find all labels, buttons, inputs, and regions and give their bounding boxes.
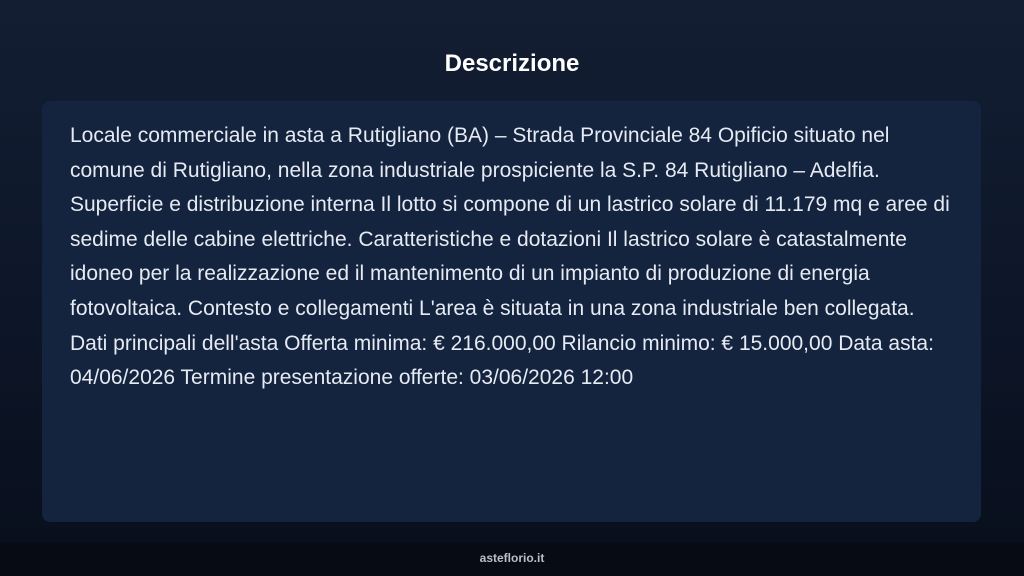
footer-bar xyxy=(0,543,1024,576)
description-text: Locale commerciale in asta a Rutigliano (BA) – Strada Provinciale 84 Opificio situato nel comune di Rutigliano, nella zona industriale prospiciente la S.P. 84 Rutigliano – Adelfia. Superficie e distribuzione interna Il lotto si compone di un lastrico solare di 11.179 mq e aree di sedime delle cabine elettriche. Caratteristiche e dotazioni Il lastrico solare è catastalmente idoneo per la realizzazione ed il mantenimento di un impianto di produzione di energia fotovoltaica. Contesto e collegamenti L'area è situata in una zona industriale ben collegata. Dati principali dell'asta Offerta minima: € 216.000,00 Rilancio minimo: € 15.000,00 Data asta: 04/06/2026 Termine presentazione offerte: 03/06/2026 12:00 xyxy=(70,124,950,390)
footer-site-label: asteflorio.it xyxy=(479,551,545,565)
page-title: Descrizione xyxy=(444,50,580,77)
description-card xyxy=(42,101,981,522)
